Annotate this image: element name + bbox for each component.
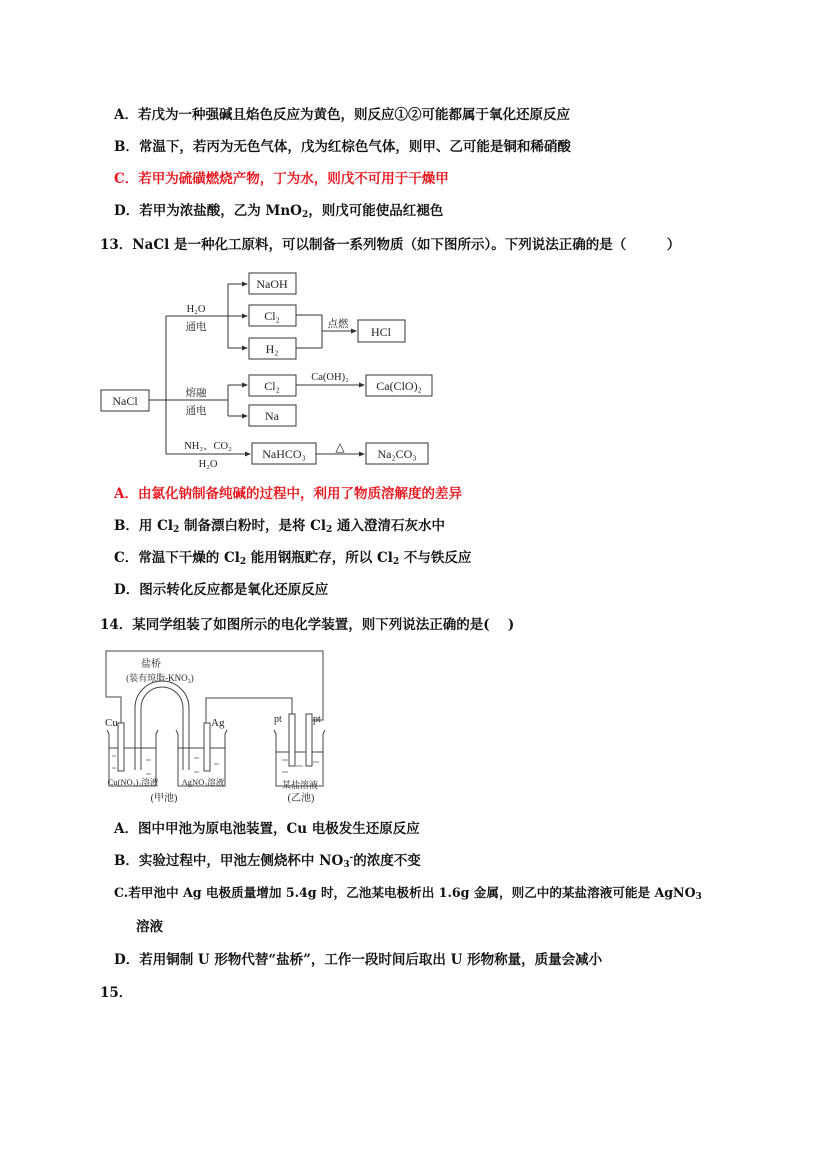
ag-solution-label: AgNO₃溶液 [181,777,225,787]
caclo2-label: Ca(ClO)₂ [376,379,422,393]
cond-heat: △ [335,440,345,454]
option-label: B． [114,139,139,155]
cond-electrolysis: 通电 [185,322,207,333]
option-text: 用 Cl [138,518,173,534]
option-text: 常温下干燥的 Cl [138,550,240,566]
subscript: 2 [301,210,309,220]
option-text: 的浓度不变 [353,853,421,869]
cond-ignite: 点燃 [327,319,349,330]
nahco3-label: NaHCO₃ [262,447,306,461]
option-text: 实验过程中，甲池左侧烧杯中 NO [138,853,344,869]
option-text: 若戊为一种强碱且焰色反应为黄色，则反应①②可能都属于氧化还原反应 [137,107,570,123]
cu-solution-label: Cu(NO₃)₂溶液 [107,777,159,787]
option-text: 若甲为浓盐酸，乙为 MnO [139,203,302,219]
subscript: 2 [326,525,333,535]
q13-stem: 13．NaCl 是一种化工原料，可以制备一系列物质（如下图所示）。下列说法正确的是（ ） [100,237,681,253]
na-label: Na [265,409,279,423]
q14-option-c-continued: 溶液 [136,919,163,935]
option-text: 通入澄清石灰水中 [332,518,446,534]
cond-h2o-2: H₂O [198,459,218,470]
naoh-label: NaOH [256,277,288,291]
cond-h2o: H₂O [186,304,206,315]
option-text: 图示转化反应都是氧化还原反应 [139,582,329,598]
option-label: D． [114,952,140,968]
salt-bridge-note: (装有琼脂-KNO₃) [126,673,194,683]
cond-caoh2: Ca(OH)₂ [311,372,349,383]
hcl-label: HCl [370,325,392,339]
na2co3-label: Na₂CO₃ [377,447,417,461]
option-label: C． [114,171,139,187]
cell-a-label: (甲池) [150,793,178,804]
subscript: 3 [343,860,350,870]
option-label: A． [114,486,138,502]
q15-stem: 15． [100,985,133,1001]
q14-option-d [114,951,602,969]
option-label: A． [114,821,138,837]
pt-right-label: pt [313,714,321,725]
pt-left-label: pt [274,714,282,725]
cu-electrode-label: Cu [105,717,118,729]
option-text: 能用钢瓶贮存，所以 Cl [246,550,393,566]
option-label: A． [114,107,138,123]
option-text: 图中甲池为原电池装置，Cu 电极发生还原反应 [137,821,420,837]
subscript: 2 [239,557,247,567]
option-label: C. [114,885,129,900]
option-label: D． [114,203,140,219]
h2-label: H₂ [265,342,279,356]
option-label: B． [114,853,139,869]
ag-electrode-label: Ag [211,717,225,729]
salt-bridge-label: 盐桥 [141,659,161,670]
q14-option-a [114,820,420,838]
option-text: 若用铜制 U 形物代替“盐桥”，工作一段时间后取出 U 形物称量，质量会减小 [139,952,603,968]
cl2-label-b: Cl₂ [264,379,280,393]
q14-option-b [114,852,421,870]
cell-b-label: (乙池) [287,793,315,804]
superscript: - [349,853,354,863]
option-label: B． [114,518,139,534]
option-text: 常温下，若丙为无色气体，戊为红棕色气体，则甲、乙可能是铜和稀硝酸 [138,139,571,155]
q14-option-c [114,884,702,902]
q14-stem: 14．某同学组装了如图所示的电化学装置，则下列说法正确的是( ) [100,617,515,633]
option-text: ，则戊可能使品红褪色 [308,203,444,219]
cond-molten: 熔融 [185,388,207,399]
cond-electrolysis-2: 通电 [185,406,207,417]
cond-nh3-co2: NH₃、CO₂ [184,441,232,452]
subscript: 2 [173,525,180,535]
subscript: 2 [392,557,400,567]
option-text: 制备漂白粉时，是将 Cl [179,518,327,534]
option-text: 若甲池中 Ag 电极质量增加 5.4g 时，乙池某电极析出 1.6g 金属，则乙中的某盐溶液可能是 AgNO [128,885,696,900]
option-text: 若甲为硫磺燃烧产物，丁为水，则戊不可用于干燥甲 [138,171,449,187]
option-label: C． [114,550,139,566]
salt-solution-label: 某盐溶液 [281,780,319,790]
cl2-label-a: Cl₂ [264,309,280,323]
option-label: D． [114,582,140,598]
option-text: 不与铁反应 [399,550,472,566]
nacl-label: NaCl [112,394,138,408]
subscript: 3 [695,892,702,902]
option-text: 由氯化钠制备纯碱的过程中，利用了物质溶解度的差异 [137,486,462,502]
